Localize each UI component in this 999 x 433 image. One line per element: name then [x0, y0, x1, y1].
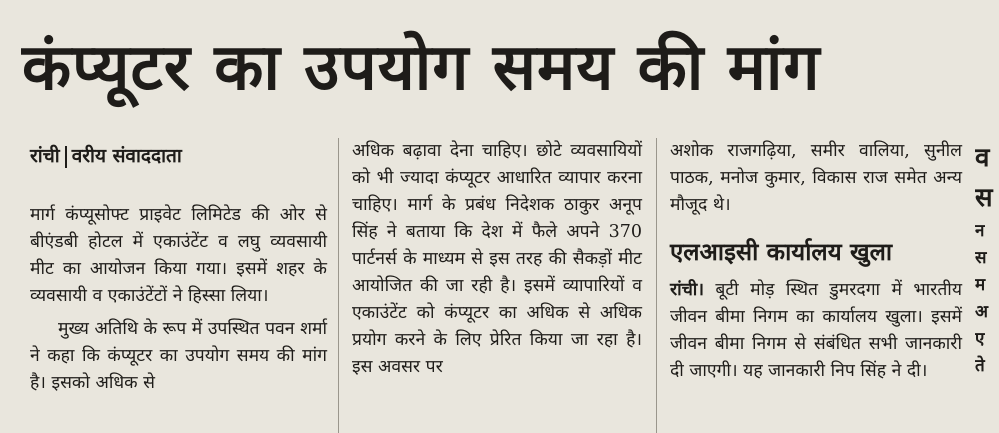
column-2: [352, 138, 642, 387]
story1-paragraph-3: अधिक बढ़ावा देना चाहिए। छोटे व्यवसायियों को भी ज्यादा कंप्यूटर आधारित व्यापार करना चाहिए। मार्ग के प्रबंध निदेशक ठाकुर अनूप सिंह ने बताया कि देश में फैले अपने 370 पार्टनर्स के माध्यम से इस तरह की सैकड़ों मीट आयोजित की जा रही है। इसमें व्यापारियों व एकाउंटेंट को कंप्यूटर का अधिक से अधिक प्रयोग करने के लिए प्रेरित किया जा रहा है। इस अवसर पर: [352, 141, 642, 377]
edge-fragment: व: [975, 143, 990, 173]
edge-fragment: न: [975, 221, 985, 241]
dateline-divider: [65, 146, 67, 168]
column-rule: [338, 138, 339, 433]
edge-fragment: स: [975, 183, 993, 213]
story2-text: बूटी मोड़ स्थित डुमरदगा में भारतीय जीवन बीमा निगम का कार्यालय खुला। इसमें जीवन बीमा निगम से संबंधित सभी जानकारी दी जाएगी। यह जानकारी निप सिंह ने दी।: [670, 280, 962, 381]
edge-fragment: म: [975, 275, 986, 295]
byline: वरीय संवाददाता: [71, 145, 182, 167]
story2-headline: एलआइसी कार्यालय खुला: [670, 238, 893, 266]
dateline: [30, 138, 327, 174]
spacer: [30, 174, 327, 202]
headline: कंप्यूटर का उपयोग समय की मांग: [22, 31, 821, 105]
column-1: [30, 138, 327, 403]
column-4-fragment: [975, 138, 999, 380]
edge-fragment: ते: [975, 356, 985, 376]
story1-paragraph-1: मार्ग कंप्यूसोफ्ट प्राइवेट लिमिटेड की ओर से बीएंडबी होटल में एकाउंटेंट व लघु व्यवसायी मीट का आयोजन किया गया। इसमें शहर के व्यवसायी व एकाउंटेंटों ने हिस्सा लिया।: [30, 205, 327, 306]
dateline-place: रांची: [30, 145, 60, 167]
column-3: [670, 138, 962, 391]
story2-lead: रांची।: [670, 280, 704, 300]
story1-paragraph-4: अशोक राजगढ़िया, समीर वालिया, सुनील पाठक, मनोज कुमार, विकास राज समेत अन्य मौजूद थे।: [670, 141, 962, 215]
story1-paragraph-2: मुख्य अतिथि के रूप में उपस्थित पवन शर्मा ने कहा कि कंप्यूटर का उपयोग समय की मांग है। इसको अधिक से: [30, 319, 327, 393]
column-rule: [656, 138, 657, 433]
edge-fragment: स: [975, 248, 987, 268]
story2-body: [670, 277, 962, 385]
edge-fragment: अ: [975, 302, 988, 322]
edge-fragment: ए: [975, 329, 985, 349]
